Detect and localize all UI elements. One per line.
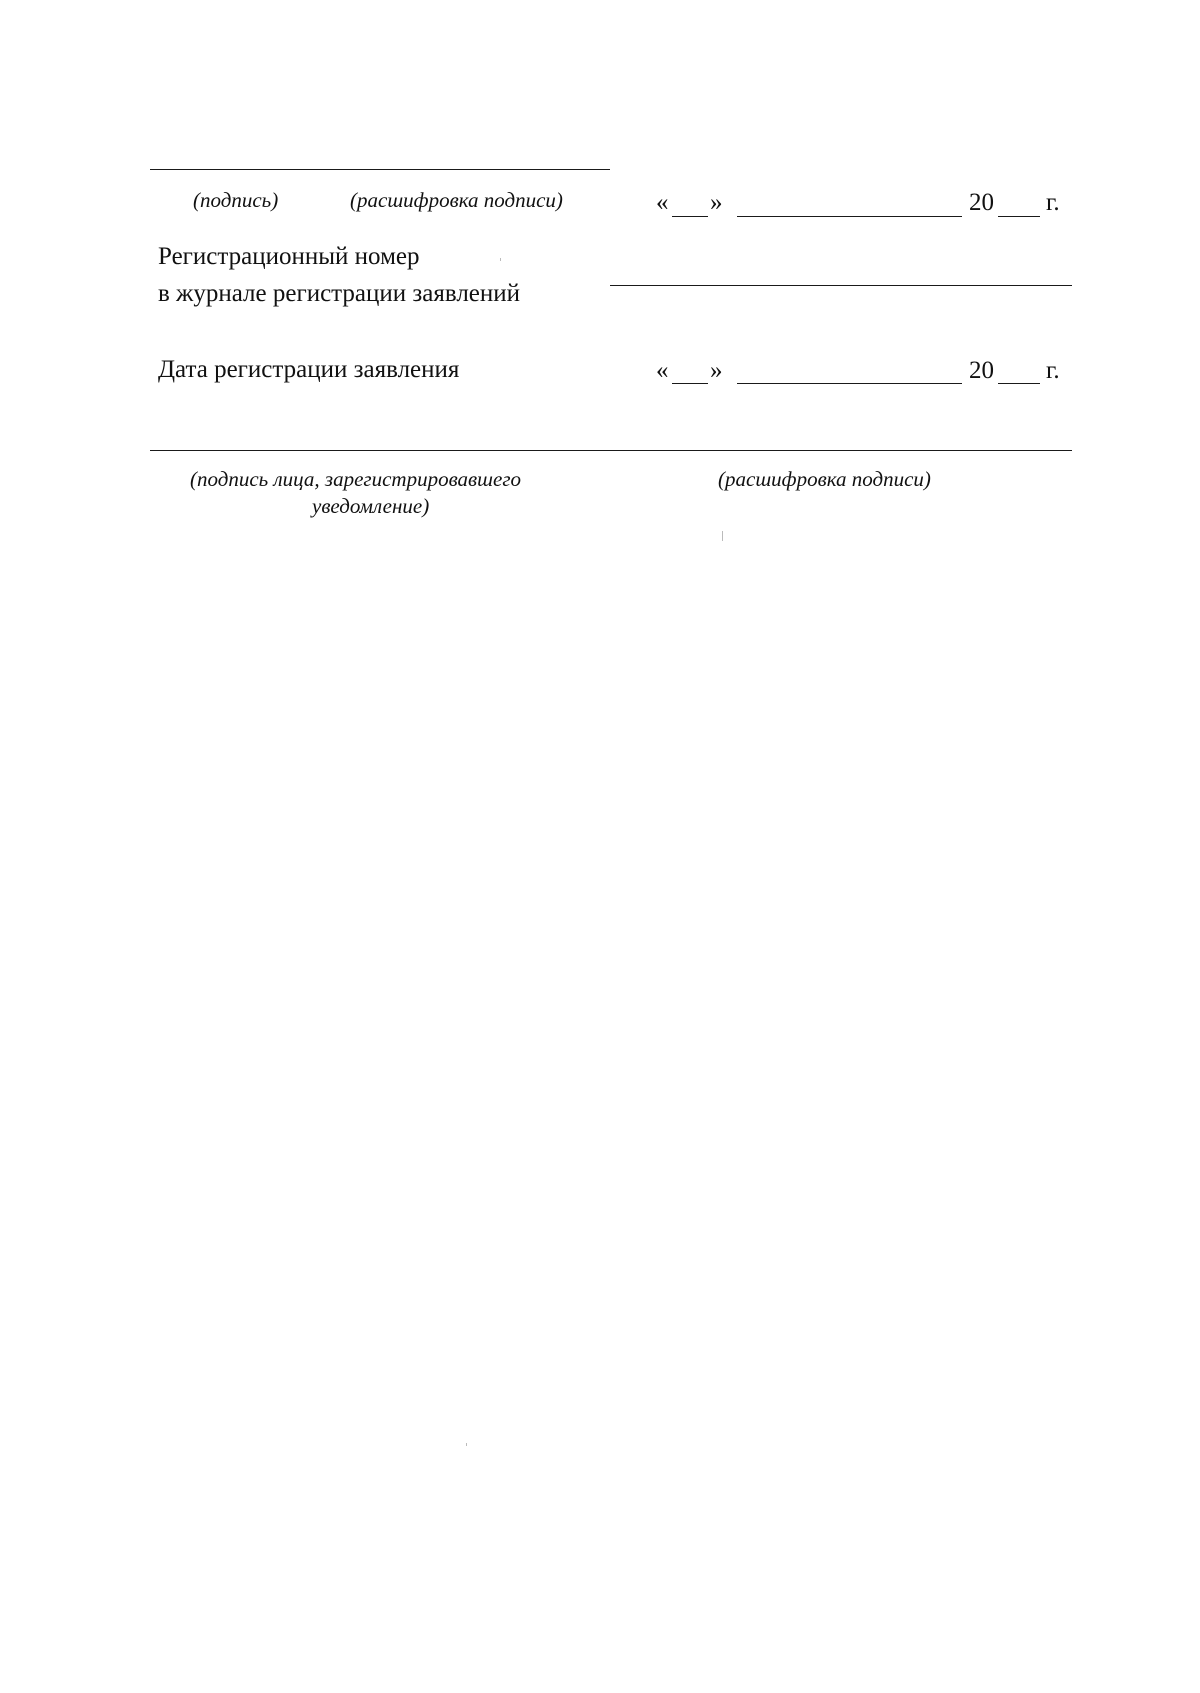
day-blank[interactable] [672,216,708,217]
date-close-quote: » [710,357,723,384]
signature-transcript-caption: (расшифровка подписи) [350,188,563,212]
registration-number-label-line2: в журнале регистрации заявлений [158,280,521,307]
scan-speck [500,258,501,261]
registrar-signature-caption-line2: уведомление) [312,494,430,518]
date-close-quote: » [710,189,723,216]
scan-speck [466,1443,467,1446]
signature-caption: (подпись) [193,188,279,212]
registration-date-label: Дата регистрации заявления [158,356,460,383]
month-blank[interactable] [737,216,962,217]
registrar-signature-caption-line1: (подпись лица, зарегистрировавшего [190,467,522,491]
year-blank[interactable] [998,216,1040,217]
month-blank[interactable] [737,383,962,384]
date-open-quote: « [656,189,669,216]
date-open-quote: « [656,357,669,384]
registration-number-blank[interactable] [610,285,1072,286]
registration-number-label-line1: Регистрационный номер [158,243,420,270]
year-suffix: г. [1046,357,1060,384]
scan-speck [722,531,723,541]
registrar-signature-line [150,450,1072,451]
applicant-signature-line [150,169,610,170]
year-prefix: 20 [969,357,994,384]
year-blank[interactable] [998,383,1040,384]
registrar-transcript-caption: (расшифровка подписи) [718,467,931,491]
year-suffix: г. [1046,189,1060,216]
day-blank[interactable] [672,383,708,384]
year-prefix: 20 [969,189,994,216]
